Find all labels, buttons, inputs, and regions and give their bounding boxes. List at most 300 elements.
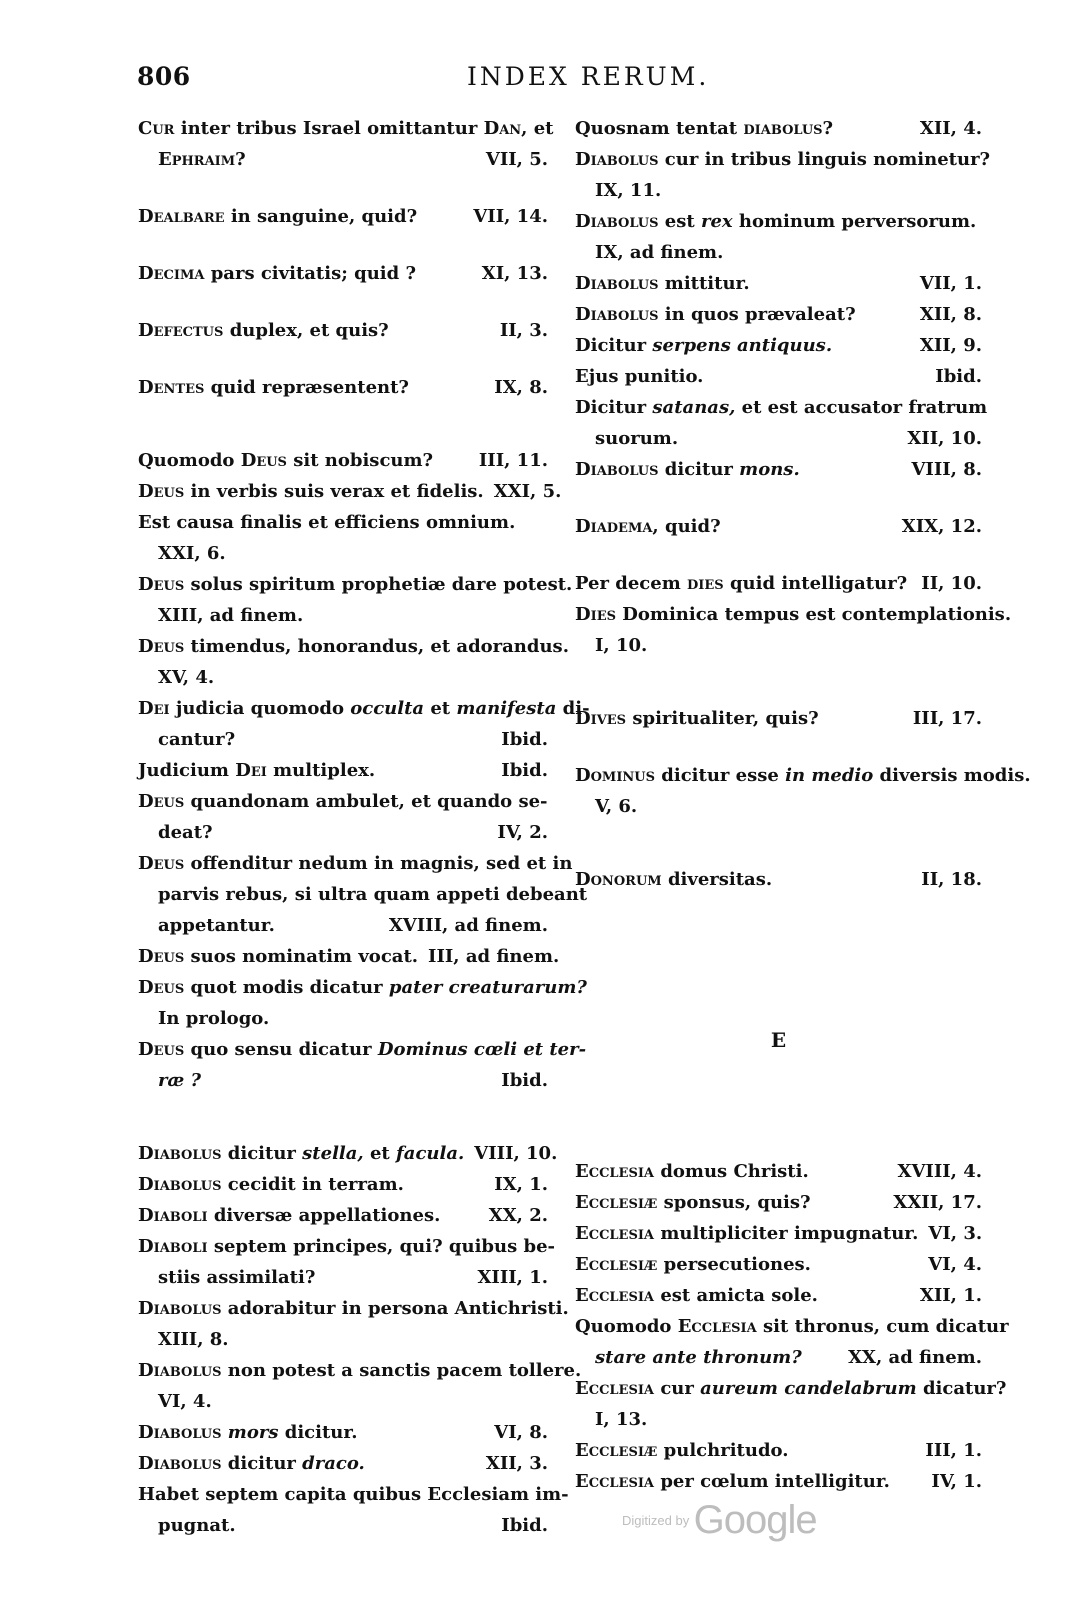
entry-line bbox=[575, 1435, 982, 1466]
entry-text bbox=[575, 1373, 1006, 1404]
italic-text: stare ante thronum? bbox=[595, 1347, 802, 1368]
entry-text bbox=[138, 476, 484, 507]
page-number: 806 bbox=[137, 62, 191, 91]
text: Habet septem capita quibus Ecclesiam im- bbox=[138, 1484, 569, 1505]
entry-line bbox=[575, 1404, 982, 1435]
text: timendus, honorandus, et adorandus. bbox=[190, 636, 569, 657]
entry-line bbox=[138, 201, 548, 232]
keyword: Defectus bbox=[138, 320, 224, 341]
entry-text bbox=[138, 972, 587, 1003]
keyword: Ephraim? bbox=[158, 149, 246, 170]
index-entry bbox=[138, 201, 548, 232]
text: spiritualiter, quis? bbox=[632, 708, 819, 729]
entry-reference: II, 10. bbox=[921, 573, 982, 594]
entry-line bbox=[138, 817, 548, 848]
entry-line bbox=[138, 1138, 558, 1169]
entry-reference: III, 1. bbox=[925, 1440, 982, 1461]
text: XV, 4. bbox=[158, 667, 215, 688]
keyword: Diabolus bbox=[138, 1298, 222, 1319]
entry-line bbox=[138, 538, 548, 569]
entry-text bbox=[575, 864, 772, 895]
keyword: Ecclesiæ bbox=[575, 1440, 658, 1461]
entry-reference: XII, 4. bbox=[919, 118, 982, 139]
keyword: Ecclesiæ bbox=[575, 1192, 658, 1213]
entry-line bbox=[138, 1231, 556, 1262]
entry-line bbox=[575, 1466, 982, 1497]
entry-line bbox=[138, 724, 548, 755]
entry-text bbox=[138, 1138, 464, 1169]
running-title: INDEX RERUM. bbox=[467, 62, 710, 91]
entry-line bbox=[138, 879, 588, 910]
entry-text bbox=[575, 206, 976, 237]
entry-line bbox=[138, 755, 548, 786]
entry-text bbox=[158, 1003, 269, 1034]
italic-text: draco. bbox=[302, 1453, 365, 1474]
text: solus spiritum prophetiæ dare potest. bbox=[190, 574, 573, 595]
section-letter-e: E bbox=[770, 1028, 787, 1052]
keyword: Diabolus bbox=[575, 149, 659, 170]
index-entry bbox=[575, 144, 991, 206]
keyword: Dies bbox=[575, 604, 616, 625]
entry-text bbox=[138, 1293, 569, 1324]
entry-text bbox=[575, 1280, 818, 1311]
text: persecutiones. bbox=[663, 1254, 811, 1275]
index-entry bbox=[575, 361, 982, 392]
text: suos nominatim vocat. bbox=[190, 946, 419, 967]
entry-reference: XIX, 12. bbox=[901, 516, 982, 537]
text: sit nobiscum? bbox=[293, 450, 434, 471]
keyword: Donorum bbox=[575, 869, 662, 890]
entry-reference: II, 3. bbox=[499, 320, 548, 341]
text: pugnat. bbox=[158, 1515, 236, 1536]
entry-text bbox=[158, 879, 587, 910]
digitized-watermark bbox=[622, 1498, 817, 1543]
text: Quomodo bbox=[138, 450, 235, 471]
text: Quomodo bbox=[575, 1316, 672, 1337]
entry-line bbox=[575, 1342, 982, 1373]
entry-text bbox=[158, 1386, 212, 1417]
entry-text bbox=[138, 1417, 357, 1448]
entry-reference: IV, 1. bbox=[931, 1471, 982, 1492]
keyword: Diabolus bbox=[575, 273, 659, 294]
entry-text bbox=[575, 299, 856, 330]
text: duplex, et quis? bbox=[229, 320, 389, 341]
text: quo sensu dicatur bbox=[190, 1039, 372, 1060]
index-entry bbox=[575, 1156, 982, 1187]
entry-text bbox=[575, 1466, 890, 1497]
index-entry bbox=[138, 258, 548, 289]
entry-text bbox=[575, 268, 750, 299]
index-entry bbox=[138, 1293, 569, 1355]
entry-line bbox=[575, 1156, 982, 1187]
entry-line bbox=[138, 1479, 569, 1510]
entry-reference: VIII, 8. bbox=[911, 459, 982, 480]
index-entry bbox=[138, 315, 548, 346]
index-entry bbox=[575, 1466, 982, 1497]
text: domus Christi. bbox=[660, 1161, 809, 1182]
italic-text: aureum candelabrum bbox=[700, 1378, 917, 1399]
entry-reference: II, 18. bbox=[921, 869, 982, 890]
text: quid? bbox=[664, 516, 721, 537]
entry-reference: XVIII, 4. bbox=[897, 1161, 982, 1182]
text: et est accusator fratrum bbox=[741, 397, 988, 418]
entry-text bbox=[138, 755, 375, 786]
index-entry bbox=[138, 1034, 587, 1096]
entry-text bbox=[595, 423, 678, 454]
entry-line bbox=[138, 113, 554, 144]
index-entry bbox=[138, 941, 560, 972]
entry-line bbox=[575, 1311, 1009, 1342]
entry-reference: III, 17. bbox=[912, 708, 982, 729]
text: sit thronus, cum dicatur bbox=[763, 1316, 1009, 1337]
index-entry bbox=[138, 1417, 548, 1448]
entry-text bbox=[595, 175, 661, 206]
keyword: Dealbare bbox=[138, 206, 225, 227]
keyword: Deus bbox=[240, 450, 287, 471]
text: multipliciter impugnatur. bbox=[660, 1223, 919, 1244]
keyword: Diabolus bbox=[575, 304, 659, 325]
index-entry bbox=[575, 1280, 982, 1311]
text: est bbox=[664, 211, 695, 232]
entry-text bbox=[575, 599, 1011, 630]
entry-reference: XX, ad finem. bbox=[848, 1347, 982, 1368]
text: diversitas. bbox=[667, 869, 773, 890]
index-entry bbox=[575, 1435, 982, 1466]
text: Ejus punitio. bbox=[575, 366, 704, 387]
text: In prologo. bbox=[158, 1008, 270, 1029]
entry-line bbox=[138, 1293, 569, 1324]
entry-text bbox=[595, 1404, 647, 1435]
index-entry bbox=[138, 693, 590, 755]
index-entry bbox=[575, 599, 1012, 661]
italic-text: rex bbox=[700, 211, 733, 232]
entry-line bbox=[138, 1200, 548, 1231]
keyword: Diaboli bbox=[138, 1236, 208, 1257]
index-entry bbox=[138, 507, 548, 569]
index-entry bbox=[575, 330, 982, 361]
index-entry bbox=[138, 1448, 548, 1479]
entry-text bbox=[138, 372, 409, 403]
entry-text bbox=[138, 848, 572, 879]
text: appetantur. bbox=[158, 915, 275, 936]
entry-line bbox=[575, 330, 982, 361]
entry-reference: VI, 8. bbox=[494, 1422, 548, 1443]
keyword: Dominus bbox=[575, 765, 656, 786]
entry-text bbox=[138, 569, 572, 600]
entry-line bbox=[138, 1034, 587, 1065]
text: di- bbox=[562, 698, 590, 719]
index-column-right bbox=[575, 113, 1031, 1497]
italic-text: occulta bbox=[350, 698, 425, 719]
entry-line bbox=[138, 848, 573, 879]
index-entry bbox=[575, 568, 982, 599]
index-entry bbox=[138, 1355, 582, 1417]
keyword: Diabolus bbox=[138, 1143, 222, 1164]
italic-text: mons. bbox=[739, 459, 800, 480]
entry-reference: XII, 10. bbox=[907, 428, 982, 449]
entry-reference: VI, 4. bbox=[928, 1254, 982, 1275]
keyword: dies bbox=[687, 573, 724, 594]
text: cur in tribus linguis nominetur? bbox=[664, 149, 991, 170]
entry-text bbox=[595, 630, 647, 661]
index-entry bbox=[575, 1373, 1007, 1435]
text: IX, ad finem. bbox=[595, 242, 724, 263]
text: diversæ appellationes. bbox=[213, 1205, 441, 1226]
entry-line bbox=[575, 760, 1031, 791]
entry-line bbox=[138, 1448, 548, 1479]
text: non potest a sanctis pacem tollere. bbox=[227, 1360, 582, 1381]
keyword: Diabolus bbox=[138, 1422, 222, 1443]
entry-text bbox=[158, 662, 214, 693]
text: XXI, 6. bbox=[158, 543, 226, 564]
text: V, 6. bbox=[595, 796, 638, 817]
entry-line bbox=[575, 511, 982, 542]
entry-reference: IV, 2. bbox=[497, 822, 548, 843]
text: Per decem bbox=[575, 573, 681, 594]
entry-text bbox=[138, 941, 418, 972]
text: dicitur bbox=[664, 459, 733, 480]
entry-text bbox=[158, 538, 226, 569]
index-entry bbox=[138, 569, 573, 631]
entry-line bbox=[138, 1003, 548, 1034]
entry-text bbox=[158, 144, 246, 175]
entry-text bbox=[575, 1187, 811, 1218]
entry-reference: Ibid. bbox=[501, 760, 548, 781]
entry-line bbox=[138, 786, 548, 817]
keyword: Ecclesia bbox=[677, 1316, 757, 1337]
entry-text bbox=[575, 568, 907, 599]
italic-text: serpens antiquus. bbox=[652, 335, 833, 356]
entry-text bbox=[138, 1355, 581, 1386]
entry-line bbox=[575, 791, 982, 822]
keyword: Deus bbox=[138, 636, 185, 657]
entry-line bbox=[575, 175, 982, 206]
index-entry bbox=[575, 1249, 982, 1280]
text: dicitur bbox=[227, 1453, 296, 1474]
entry-reference: VII, 5. bbox=[485, 149, 548, 170]
entry-text bbox=[575, 361, 703, 392]
entry-line bbox=[575, 206, 982, 237]
entry-text bbox=[138, 693, 590, 724]
keyword: Deus bbox=[138, 853, 185, 874]
entry-line bbox=[138, 1169, 548, 1200]
entry-line bbox=[138, 258, 548, 289]
entry-text bbox=[575, 144, 990, 175]
entry-text bbox=[575, 113, 833, 144]
text: dicitur esse bbox=[661, 765, 779, 786]
entry-line bbox=[138, 1065, 548, 1096]
index-entry bbox=[138, 848, 588, 941]
entry-line bbox=[575, 1187, 982, 1218]
text: XIII, 8. bbox=[158, 1329, 229, 1350]
keyword: Diaboli bbox=[138, 1205, 208, 1226]
italic-text: mors bbox=[227, 1422, 279, 1443]
index-entry bbox=[575, 454, 982, 485]
section-e-entries bbox=[575, 1156, 1009, 1497]
watermark-brand: Google bbox=[693, 1498, 817, 1542]
text: et bbox=[369, 1143, 390, 1164]
keyword: Ecclesiæ bbox=[575, 1254, 658, 1275]
entry-reference: Ibid. bbox=[501, 729, 548, 750]
text: quid intelligatur? bbox=[729, 573, 908, 594]
entry-line bbox=[138, 693, 590, 724]
keyword: Diabolus bbox=[575, 211, 659, 232]
keyword: Dei bbox=[138, 698, 170, 719]
section-d-entries bbox=[575, 113, 1031, 895]
text: quid repræsentent? bbox=[210, 377, 409, 398]
index-entry bbox=[575, 703, 982, 734]
text: et bbox=[533, 118, 554, 139]
keyword: Dives bbox=[575, 708, 627, 729]
page-header bbox=[137, 62, 977, 102]
index-entry bbox=[575, 299, 982, 330]
text: XIII, ad finem. bbox=[158, 605, 304, 626]
entry-line bbox=[138, 941, 560, 972]
entry-line bbox=[575, 864, 982, 895]
entry-line bbox=[138, 600, 548, 631]
entry-line bbox=[138, 476, 562, 507]
entry-text bbox=[575, 454, 800, 485]
entry-text bbox=[138, 1231, 555, 1262]
text: inter tribus Israel omittantur bbox=[180, 118, 478, 139]
entry-reference: XXII, 17. bbox=[893, 1192, 982, 1213]
entry-reference: VII, 14. bbox=[473, 206, 548, 227]
index-entry bbox=[138, 972, 587, 1034]
entry-line bbox=[138, 910, 548, 941]
entry-text bbox=[158, 1510, 236, 1541]
text: multiplex. bbox=[273, 760, 376, 781]
text: Est causa finalis et efficiens omnium. bbox=[138, 512, 516, 533]
entry-line bbox=[138, 1262, 548, 1293]
entry-reference: IX, 8. bbox=[494, 377, 548, 398]
entry-reference: XII, 3. bbox=[485, 1453, 548, 1474]
italic-text: Dominus cœli et ter- bbox=[377, 1039, 587, 1060]
entry-text bbox=[138, 258, 416, 289]
index-entry bbox=[138, 1231, 556, 1293]
entry-reference: XII, 8. bbox=[919, 304, 982, 325]
index-entry bbox=[138, 631, 569, 693]
entry-text bbox=[575, 703, 819, 734]
index-entry bbox=[138, 786, 548, 848]
index-entry bbox=[138, 372, 548, 403]
text: per cœlum intelligitur. bbox=[660, 1471, 890, 1492]
entry-text bbox=[595, 791, 637, 822]
keyword: Diabolus bbox=[138, 1174, 222, 1195]
italic-text: satanas, bbox=[652, 397, 736, 418]
text: dicatur? bbox=[922, 1378, 1007, 1399]
entry-reference: XXI, 5. bbox=[493, 481, 562, 502]
entry-line bbox=[138, 631, 569, 662]
index-entry bbox=[575, 268, 982, 299]
entry-line bbox=[575, 1280, 982, 1311]
text: Judicium bbox=[138, 760, 229, 781]
entry-text bbox=[138, 631, 569, 662]
entry-text bbox=[158, 600, 303, 631]
entry-reference: Ibid. bbox=[501, 1070, 548, 1091]
text: cantur? bbox=[158, 729, 236, 750]
entry-text bbox=[575, 1435, 789, 1466]
text: hominum perversorum. bbox=[738, 211, 977, 232]
entry-text bbox=[158, 1262, 315, 1293]
text: pars civitatis; quid ? bbox=[210, 263, 417, 284]
entry-reference: XX, 2. bbox=[488, 1205, 548, 1226]
entry-text bbox=[595, 1342, 802, 1373]
keyword: Cur bbox=[138, 118, 175, 139]
keyword: Deus bbox=[138, 946, 185, 967]
entry-text bbox=[575, 1218, 918, 1249]
text: cecidit in terram. bbox=[227, 1174, 404, 1195]
entry-text bbox=[158, 1065, 201, 1096]
index-entry bbox=[138, 1169, 548, 1200]
entry-text bbox=[575, 511, 721, 542]
entry-text bbox=[575, 1249, 811, 1280]
text: Dominica tempus est contemplationis. bbox=[622, 604, 1012, 625]
keyword: Deus bbox=[138, 574, 185, 595]
entry-line bbox=[138, 1510, 548, 1541]
index-entry bbox=[575, 864, 982, 895]
italic-text: manifesta bbox=[456, 698, 557, 719]
text: offenditur nedum in magnis, sed et in bbox=[190, 853, 573, 874]
entry-line bbox=[138, 569, 573, 600]
text: stiis assimilati? bbox=[158, 1267, 316, 1288]
text: Quosnam tentat bbox=[575, 118, 738, 139]
index-entry bbox=[138, 1200, 548, 1231]
text: Dicitur bbox=[575, 335, 647, 356]
entry-line bbox=[138, 972, 587, 1003]
entry-text bbox=[138, 1448, 365, 1479]
entry-text bbox=[138, 201, 417, 232]
entry-text bbox=[138, 507, 515, 538]
index-entry bbox=[575, 511, 982, 542]
keyword: Diabolus bbox=[575, 459, 659, 480]
entry-line bbox=[575, 599, 1012, 630]
entry-line bbox=[575, 237, 982, 268]
keyword: Ecclesia bbox=[575, 1285, 655, 1306]
text: et bbox=[430, 698, 451, 719]
italic-text: in medio bbox=[785, 765, 874, 786]
text: adorabitur in persona Antichristi. bbox=[227, 1298, 569, 1319]
entry-text bbox=[138, 113, 554, 144]
entry-text bbox=[138, 1200, 440, 1231]
watermark-prefix: Digitized by bbox=[622, 1513, 690, 1528]
entry-reference: III, 11. bbox=[478, 450, 548, 471]
entry-reference: Ibid. bbox=[501, 1515, 548, 1536]
entry-line bbox=[138, 1417, 548, 1448]
keyword: Deus bbox=[138, 481, 185, 502]
entry-text bbox=[575, 392, 987, 423]
text: in quos prævaleat? bbox=[664, 304, 856, 325]
entry-text bbox=[138, 786, 548, 817]
index-entry bbox=[575, 206, 982, 268]
entry-reference: XII, 1. bbox=[919, 1285, 982, 1306]
index-entry bbox=[138, 113, 554, 175]
keyword: Ecclesia bbox=[575, 1378, 655, 1399]
entry-line bbox=[138, 1386, 548, 1417]
entry-line bbox=[138, 315, 548, 346]
index-entry bbox=[138, 1138, 558, 1169]
keyword: Dan, bbox=[483, 118, 528, 139]
text: in sanguine, quid? bbox=[230, 206, 418, 227]
entry-line bbox=[138, 662, 548, 693]
entry-reference: III, ad finem. bbox=[428, 946, 560, 967]
text: I, 10. bbox=[595, 635, 648, 656]
entry-line bbox=[575, 144, 991, 175]
entry-line bbox=[138, 144, 548, 175]
entry-reference: XI, 13. bbox=[481, 263, 548, 284]
text: judicia quomodo bbox=[175, 698, 344, 719]
keyword: Ecclesia bbox=[575, 1471, 655, 1492]
index-entry bbox=[575, 1218, 982, 1249]
